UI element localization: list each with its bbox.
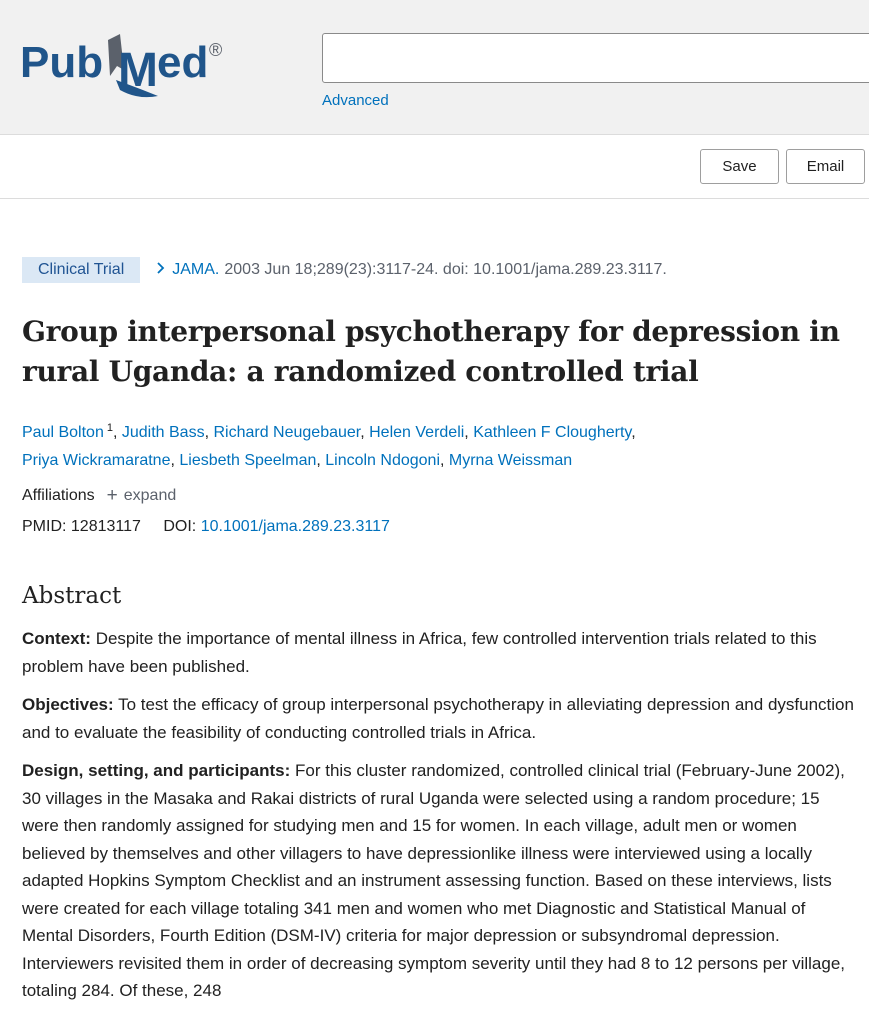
section-label: Context: bbox=[22, 629, 91, 648]
affiliations-label: Affiliations bbox=[22, 486, 95, 504]
citation-details: 2003 Jun 18;289(23):3117-24. doi: 10.1001/jama.289.23.3117. bbox=[224, 261, 667, 278]
author-link[interactable]: Lincoln Ndogoni bbox=[325, 452, 440, 469]
pubmed-logo[interactable] bbox=[20, 30, 235, 102]
action-bar bbox=[0, 135, 869, 199]
chevron-right-icon[interactable] bbox=[156, 261, 166, 280]
section-text: To test the efficacy of group interpersonal psychotherapy in alleviating depression and dysfunction and to evaluate the feasibility of conducting controlled trials in Africa. bbox=[22, 695, 854, 742]
author-link[interactable]: Kathleen F Clougherty bbox=[473, 424, 632, 441]
pmid-label: PMID: bbox=[22, 518, 67, 535]
doi-link[interactable]: 10.1001/jama.289.23.3117 bbox=[200, 518, 390, 535]
identifiers-row bbox=[22, 518, 390, 536]
author-link[interactable]: Liesbeth Speelman bbox=[179, 452, 317, 469]
section-text: Despite the importance of mental illness in Africa, few controlled intervention trials related to this problem have been published. bbox=[22, 629, 817, 676]
logo-text-ed: ed bbox=[157, 38, 209, 87]
email-button[interactable]: Email bbox=[786, 149, 865, 184]
citation-line bbox=[22, 256, 667, 284]
search-input[interactable] bbox=[322, 33, 869, 83]
pmid-value: 12813117 bbox=[70, 518, 141, 535]
author-link[interactable]: Helen Verdeli bbox=[369, 424, 465, 441]
abstract-section-design bbox=[22, 757, 858, 1005]
expand-label: expand bbox=[123, 486, 177, 504]
author-link[interactable]: Paul Bolton bbox=[22, 424, 104, 441]
abstract-body bbox=[22, 625, 858, 1016]
author-link[interactable]: Judith Bass bbox=[121, 424, 205, 441]
affiliation-marker[interactable]: 1 bbox=[106, 422, 113, 434]
affiliations-row bbox=[22, 486, 176, 505]
registered-mark: ® bbox=[209, 40, 223, 60]
save-button[interactable]: Save bbox=[700, 149, 779, 184]
journal-link[interactable]: JAMA. bbox=[172, 261, 220, 278]
section-label: Objectives: bbox=[22, 695, 114, 714]
logo-text-m: M bbox=[118, 44, 158, 97]
author-list: Paul Bolton $^1$, Judith Bass, Richard Neugebauer, Helen Verdeli, Kathleen F Clougherty, Priya Wickramaratne, Liesbeth Speelman, Lincoln Ndogoni, Myrna Weissman bbox=[22, 422, 636, 469]
abstract-section-objectives bbox=[22, 691, 858, 746]
site-header bbox=[0, 0, 869, 135]
pubmed-logo-graphic bbox=[20, 30, 235, 102]
section-label: Design, setting, and participants: bbox=[22, 761, 291, 780]
abstract-section-context bbox=[22, 625, 858, 680]
advanced-search-link[interactable]: Advanced bbox=[322, 92, 389, 109]
doi-label: DOI: bbox=[163, 518, 197, 535]
author-link[interactable]: Priya Wickramaratne bbox=[22, 452, 171, 469]
affiliations-expand-toggle[interactable] bbox=[107, 486, 177, 505]
plus-icon: + bbox=[106, 485, 118, 506]
abstract-heading: Abstract bbox=[22, 583, 122, 609]
publication-type-badge: Clinical Trial bbox=[22, 257, 140, 283]
author-link[interactable]: Richard Neugebauer bbox=[213, 424, 361, 441]
article-title: Group interpersonal psychotherapy for depression in rural Uganda: a randomized controlled trial bbox=[22, 315, 840, 388]
section-text: For this cluster randomized, controlled clinical trial (February-June 2002), 30 villages in the Masaka and Rakai districts of rural Uganda were selected using a random procedure; 15 were then randomly assigned for studying men and 15 for women. In each village, adult men or women believed by themselves and other villagers to have depressionlike illness were interviewed using a locally adapted Hopkins Symptom Checklist and an instrument assessing function. Based on these interviews, lists were created for each village totaling 341 men and women who met Diagnostic and Statistical Manual of Mental Disorders, Fourth Edition (DSM-IV) criteria for major depression or subsyndromal depression. Interviewers revisited them in order of decreasing symptom severity until they had 8 to 12 persons per village, totaling 284. Of these, 248 bbox=[22, 761, 846, 1000]
author-link[interactable]: Myrna Weissman bbox=[448, 452, 573, 469]
logo-text-pub: Pub bbox=[20, 38, 104, 87]
